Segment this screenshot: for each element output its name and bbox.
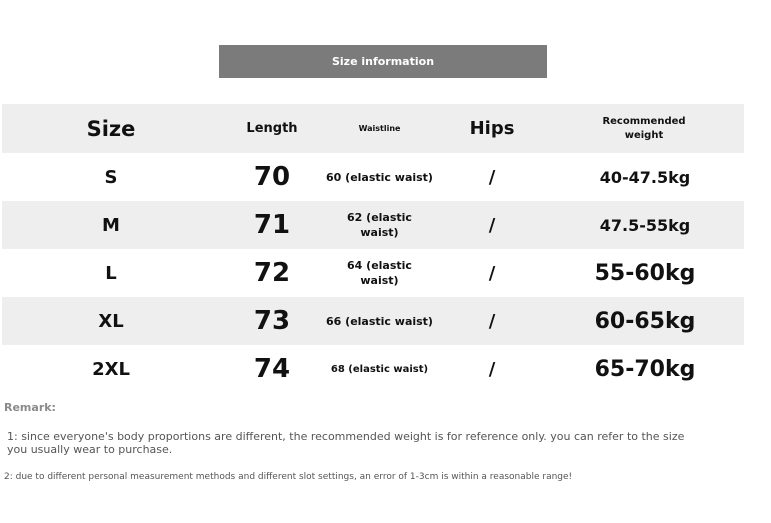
remark-note-2: 2: due to different personal measurement methods and different slot settings, an error of 1-3cm is within a reasonable range!: [4, 472, 573, 482]
row-waistline: 62 (elastic waist): [347, 211, 412, 239]
row-weight: 55-60kg: [594, 260, 696, 286]
row-size: L: [105, 262, 117, 284]
row-length: 70: [253, 162, 291, 192]
table-header-row: [2, 104, 744, 153]
row-weight: 47.5-55kg: [599, 215, 691, 235]
table-row: [2, 153, 744, 201]
row-size: 2XL: [92, 358, 130, 380]
header-waistline: Waistline: [358, 124, 401, 133]
row-waistline: 64 (elastic waist): [347, 259, 412, 287]
row-waistline: 60 (elastic waist): [326, 170, 433, 184]
table-row: [2, 297, 744, 345]
table-row: [2, 201, 744, 249]
size-info-title: Size information: [219, 45, 547, 78]
row-hips: /: [488, 214, 496, 236]
row-length: 73: [253, 306, 291, 336]
row-hips: /: [488, 358, 496, 380]
row-size: M: [102, 214, 120, 236]
remark-note-1: 1: since everyone's body proportions are different, the recommended weight is for reference only. you can refer to the size you usually wear to purchase.: [7, 430, 685, 456]
table-row: [2, 345, 744, 393]
row-waistline: 68 (elastic waist): [330, 363, 429, 375]
row-hips: /: [488, 166, 496, 188]
row-size: XL: [98, 310, 124, 332]
header-size: Size: [86, 116, 136, 141]
row-waistline: 66 (elastic waist): [326, 314, 433, 328]
header-hips: Hips: [469, 118, 515, 139]
header-recommended-weight: Recommended weight: [602, 115, 686, 141]
header-length: Length: [246, 121, 298, 136]
row-weight: 65-70kg: [594, 356, 696, 382]
row-weight: 60-65kg: [594, 308, 696, 334]
remark-title: Remark:: [4, 401, 56, 414]
row-length: 74: [253, 354, 291, 384]
size-table: [2, 104, 744, 393]
row-hips: /: [488, 262, 496, 284]
row-size: S: [104, 166, 118, 188]
row-weight: 40-47.5kg: [599, 167, 691, 187]
table-row: [2, 249, 744, 297]
row-length: 71: [253, 210, 291, 240]
row-hips: /: [488, 310, 496, 332]
row-length: 72: [253, 258, 291, 288]
